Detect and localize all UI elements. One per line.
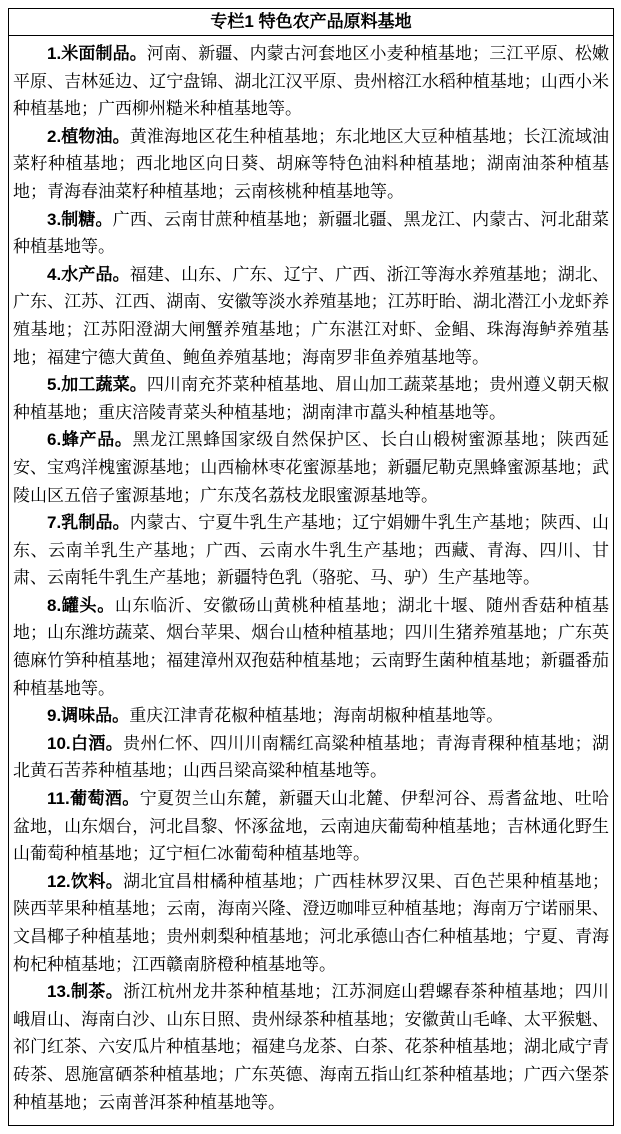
base-item-paragraph: [13, 123, 609, 206]
base-item-text: 湖北宜昌柑橘种植基地；广西桂林罗汉果、百色芒果种植基地；陕西苹果种植基地；云南，海南兴隆、澄迈咖啡豆种植基地；海南万宁诺丽果、文昌椰子种植基地；贵州刺梨种植基地；河北承德山杏仁种植基地；宁夏、青海枸杞种植基地；江西赣南脐橙种植基地等。: [13, 871, 610, 974]
base-item-text: 内蒙古、宁夏牛乳生产基地；辽宁娟姗牛乳生产基地；陕西、山东、云南羊乳生产基地；广西、云南水牛乳生产基地；西藏、青海、四川、甘肃、云南牦牛乳生产基地；新疆特色乳（骆驼、马、驴）生产基地等。: [13, 513, 609, 588]
base-item-text: 河南、新疆、内蒙古河套地区小麦种植基地；三江平原、松嫩平原、吉林延边、辽宁盘锦、湖北江汉平原、贵州榕江水稻种植基地；山西小米种植基地；广西柳州糙米种植基地等。: [13, 44, 610, 119]
base-item-text: 黑龙江黑蜂国家级自然保护区、长白山椴树蜜源基地；陕西延安、宝鸡洋槐蜜源基地；山西榆林枣花蜜源基地；新疆尼勒克黑蜂蜜源基地；武陵山区五倍子蜜源基地；广东茂名荔枝龙眼蜜源基地等。: [13, 430, 610, 505]
base-item-text: 贵州仁怀、四川川南糯红高粱种植基地；青海青稞种植基地；湖北黄石苦荞种植基地；山西吕梁高粱种植基地等。: [13, 733, 610, 781]
base-item-label: 11.葡萄酒。: [47, 789, 140, 809]
base-item-text: 浙江杭州龙井茶种植基地；江苏洞庭山碧螺春茶种植基地；四川峨眉山、海南白沙、山东日照、贵州绿茶种植基地；安徽黄山毛峰、太平猴魁、祁门红茶、六安瓜片种植基地；福建乌龙茶、白茶、花茶种植基地；湖北咸宁青砖茶、恩施富硒茶种植基地；广东英德、海南五指山红茶种植基地；广西六堡茶种植基地；云南普洱茶种植基地等。: [13, 982, 610, 1112]
base-item-paragraph: [13, 426, 609, 509]
base-item-label: 3.制糖。: [47, 209, 113, 229]
base-item-text: 重庆江津青花椒种植基地；海南胡椒种植基地等。: [129, 706, 504, 726]
base-item-text: 黄淮海地区花生种植基地；东北地区大豆种植基地；长江流域油菜籽种植基地；西北地区向日葵、胡麻等特色油料种植基地；湖南油茶种植基地；青海春油菜籽种植基地；云南核桃种植基地等。: [13, 126, 609, 201]
base-item-label: 8.罐头。: [47, 595, 115, 615]
base-item-text: 福建、山东、广东、辽宁、广西、浙江等海水养殖基地；湖北、广东、江苏、江西、湖南、安徽等淡水养殖基地；江苏盱眙、湖北潜江小龙虾养殖基地；江苏阳澄湖大闸蟹养殖基地；广东湛江对虾、金鲳、珠海海鲈养殖基地；福建宁德大黄鱼、鲍鱼养殖基地；海南罗非鱼养殖基地等。: [13, 264, 609, 367]
base-item-paragraph: [13, 785, 609, 868]
base-item-label: 6.蜂产品。: [47, 430, 133, 450]
base-item-label: 10.白酒。: [47, 733, 124, 753]
base-item-paragraph: [13, 702, 609, 730]
base-item-label: 7.乳制品。: [47, 513, 130, 533]
base-item-text: 山东临沂、安徽砀山黄桃种植基地；湖北十堰、随州香菇种植基地；山东潍坊蔬菜、烟台苹果、烟台山楂种植基地；四川生猪养殖基地；广东英德麻竹笋种植基地；福建漳州双孢菇种植基地；云南野生菌种植基地；新疆番茄种植基地等。: [13, 595, 610, 698]
base-item-paragraph: [13, 730, 609, 785]
base-item-paragraph: [13, 371, 609, 426]
base-item-paragraph: [13, 592, 609, 702]
base-item-text: 四川南充芥菜种植基地、眉山加工蔬菜基地；贵州遵义朝天椒种植基地；重庆涪陵青菜头种植基地；湖南津市藠头种植基地等。: [13, 375, 610, 422]
base-item-label: 13.制茶。: [47, 982, 124, 1002]
base-item-label: 5.加工蔬菜。: [47, 375, 147, 395]
base-item-label: 12.饮料。: [47, 871, 124, 891]
base-item-paragraph: [13, 868, 609, 978]
base-item-label: 9.调味品。: [47, 706, 130, 726]
base-item-text: 广西、云南甘蔗种植基地；新疆北疆、黑龙江、内蒙古、河北甜菜种植基地等。: [13, 209, 609, 257]
base-item-label: 2.植物油。: [47, 126, 130, 146]
base-item-paragraph: [13, 978, 609, 1116]
base-item-paragraph: [13, 261, 609, 371]
base-item-paragraph: [13, 509, 609, 592]
box-title: 专栏1 特色农产品原料基地: [9, 9, 613, 36]
box-body: [9, 36, 613, 1125]
special-agri-products-box: [8, 8, 614, 1126]
base-item-paragraph: [13, 206, 609, 261]
base-item-label: 1.米面制品。: [47, 44, 147, 63]
base-item-paragraph: [13, 40, 609, 123]
base-item-label: 4.水产品。: [47, 264, 130, 284]
base-item-text: 宁夏贺兰山东麓，新疆天山北麓、伊犁河谷、焉耆盆地、吐哈盆地，山东烟台，河北昌黎、怀涿盆地，云南迪庆葡萄种植基地；吉林通化野生山葡萄种植基地；辽宁桓仁冰葡萄种植基地等。: [13, 789, 609, 864]
